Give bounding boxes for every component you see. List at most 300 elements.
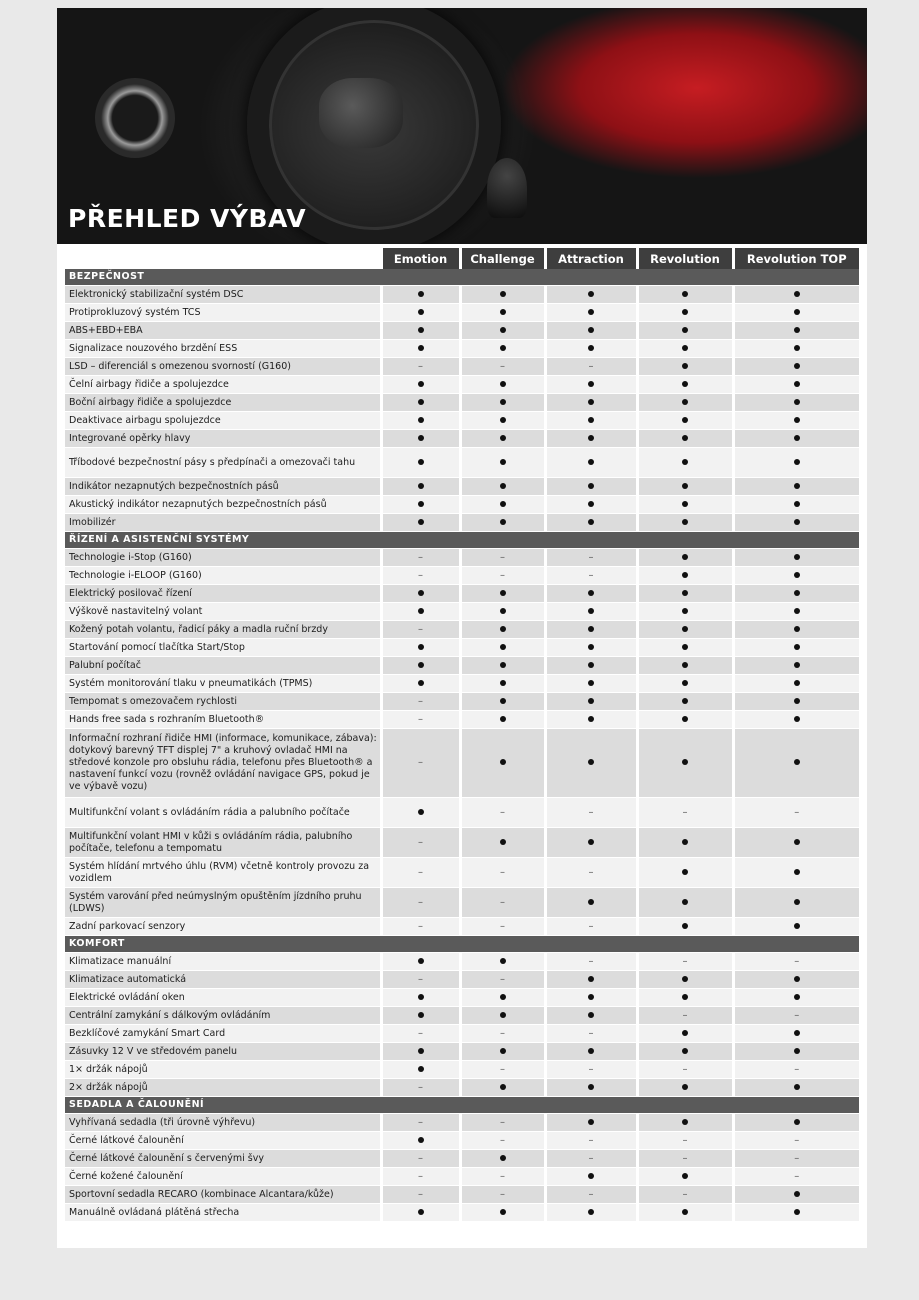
availability-cell [733, 693, 859, 711]
availability-cell [460, 1007, 545, 1025]
feature-label: Černé látkové čalounění [65, 1132, 381, 1150]
availability-cell [460, 1079, 545, 1097]
included-dot-icon [794, 1084, 800, 1090]
availability-cell [381, 729, 460, 798]
availability-cell [637, 496, 733, 514]
availability-cell [545, 1007, 637, 1025]
availability-cell [460, 711, 545, 729]
availability-cell [545, 1204, 637, 1222]
availability-cell [381, 1168, 460, 1186]
included-dot-icon [500, 958, 506, 964]
included-dot-icon [500, 1084, 506, 1090]
availability-cell [733, 858, 859, 888]
not-available-dash: – [418, 1152, 423, 1164]
availability-cell [545, 621, 637, 639]
feature-label: Tříbodové bezpečnostní pásy s předpínači a omezovači tahu [65, 448, 381, 478]
included-dot-icon [682, 608, 688, 614]
included-dot-icon [500, 698, 506, 704]
availability-cell [545, 286, 637, 304]
availability-cell [733, 729, 859, 798]
not-available-dash: – [500, 1134, 505, 1146]
included-dot-icon [682, 698, 688, 704]
not-available-dash: – [418, 1027, 423, 1039]
availability-cell [460, 412, 545, 430]
availability-cell [637, 1186, 733, 1204]
availability-cell [545, 1043, 637, 1061]
availability-cell [733, 549, 859, 567]
availability-cell [637, 322, 733, 340]
feature-label: Akustický indikátor nezapnutých bezpečnostních pásů [65, 496, 381, 514]
availability-cell [381, 971, 460, 989]
included-dot-icon [682, 1209, 688, 1215]
availability-cell [460, 918, 545, 936]
availability-cell [545, 1079, 637, 1097]
availability-cell [545, 711, 637, 729]
availability-cell [637, 918, 733, 936]
feature-label: Hands free sada s rozhraním Bluetooth® [65, 711, 381, 729]
availability-cell [637, 639, 733, 657]
availability-cell [545, 358, 637, 376]
availability-cell [733, 1025, 859, 1043]
availability-cell [381, 858, 460, 888]
availability-cell [381, 358, 460, 376]
not-available-dash: – [418, 1081, 423, 1093]
table-row [65, 430, 859, 448]
table-row [65, 1043, 859, 1061]
included-dot-icon [418, 1209, 424, 1215]
included-dot-icon [794, 590, 800, 596]
included-dot-icon [500, 417, 506, 423]
availability-cell [460, 1114, 545, 1132]
not-available-dash: – [418, 757, 423, 768]
gear-shifter-graphic [487, 158, 527, 218]
included-dot-icon [794, 1191, 800, 1197]
feature-label: Manuálně ovládaná plátěná střecha [65, 1204, 381, 1222]
availability-cell [733, 514, 859, 532]
not-available-dash: – [500, 973, 505, 985]
included-dot-icon [682, 417, 688, 423]
table-row [65, 828, 859, 858]
feature-label: Bezklíčové zamykání Smart Card [65, 1025, 381, 1043]
availability-cell [637, 1204, 733, 1222]
table-row [65, 514, 859, 532]
availability-cell [381, 1186, 460, 1204]
included-dot-icon [794, 345, 800, 351]
availability-cell [637, 828, 733, 858]
included-dot-icon [500, 519, 506, 525]
availability-cell [637, 549, 733, 567]
availability-cell [545, 858, 637, 888]
included-dot-icon [418, 309, 424, 315]
not-available-dash: – [588, 806, 594, 818]
included-dot-icon [682, 839, 688, 845]
availability-cell [733, 340, 859, 358]
availability-cell [733, 478, 859, 496]
included-dot-icon [500, 716, 506, 722]
included-dot-icon [794, 759, 800, 765]
availability-cell [381, 1150, 460, 1168]
column-header: Revolution TOP [733, 248, 859, 269]
table-row [65, 340, 859, 358]
included-dot-icon [588, 399, 594, 405]
included-dot-icon [500, 839, 506, 845]
availability-cell [733, 585, 859, 603]
hero-image [57, 8, 867, 244]
table-row [65, 478, 859, 496]
not-available-dash: – [682, 955, 688, 967]
included-dot-icon [500, 399, 506, 405]
not-available-dash: – [500, 551, 505, 563]
feature-label: ABS+EBD+EBA [65, 322, 381, 340]
included-dot-icon [794, 381, 800, 387]
feature-label: Multifunkční volant s ovládáním rádia a palubního počítače [65, 798, 381, 828]
included-dot-icon [418, 1012, 424, 1018]
not-available-dash: – [794, 1134, 800, 1146]
included-dot-icon [418, 994, 424, 1000]
included-dot-icon [500, 459, 506, 465]
availability-cell [545, 693, 637, 711]
availability-cell [381, 549, 460, 567]
availability-cell [733, 412, 859, 430]
availability-cell [460, 1168, 545, 1186]
availability-cell [733, 1114, 859, 1132]
included-dot-icon [682, 519, 688, 525]
availability-cell [545, 918, 637, 936]
not-available-dash: – [794, 955, 800, 967]
included-dot-icon [588, 345, 594, 351]
feature-label: Elektronický stabilizační systém DSC [65, 286, 381, 304]
table-row [65, 376, 859, 394]
not-available-dash: – [500, 1188, 505, 1200]
included-dot-icon [418, 644, 424, 650]
feature-label: Vyhřívaná sedadla (tři úrovně výhřevu) [65, 1114, 381, 1132]
included-dot-icon [588, 1048, 594, 1054]
included-dot-icon [500, 483, 506, 489]
included-dot-icon [794, 483, 800, 489]
availability-cell [460, 971, 545, 989]
table-row [65, 304, 859, 322]
included-dot-icon [682, 1030, 688, 1036]
availability-cell [545, 953, 637, 971]
included-dot-icon [794, 644, 800, 650]
not-available-dash: – [500, 569, 505, 581]
availability-cell [637, 971, 733, 989]
availability-cell [381, 496, 460, 514]
section-header [65, 532, 859, 549]
feature-label: Informační rozhraní řidiče HMI (informace, komunikace, zábava): dotykový barevný TFT displej 7" a kruhový ovladač HMI na středové konzole pro obsluhu rádia, telefonu přes Bluetooth® a nastavení funkcí vozu (rovněž ovládání navigace GPS, pokud je ve výbavě vozu) [65, 729, 381, 798]
availability-cell [460, 376, 545, 394]
included-dot-icon [682, 923, 688, 929]
availability-cell [460, 675, 545, 693]
included-dot-icon [682, 626, 688, 632]
feature-label: Indikátor nezapnutých bezpečnostních pásů [65, 478, 381, 496]
included-dot-icon [418, 809, 424, 815]
included-dot-icon [794, 626, 800, 632]
availability-cell [733, 989, 859, 1007]
availability-cell [637, 412, 733, 430]
availability-cell [637, 304, 733, 322]
feature-label: Čelní airbagy řidiče a spolujezdce [65, 376, 381, 394]
table-row [65, 1168, 859, 1186]
availability-cell [733, 394, 859, 412]
availability-cell [733, 1168, 859, 1186]
not-available-dash: – [418, 569, 423, 581]
section-title: BEZPEČNOST [65, 269, 859, 286]
availability-cell [545, 585, 637, 603]
not-available-dash: – [500, 920, 505, 932]
availability-cell [460, 1061, 545, 1079]
availability-cell [545, 514, 637, 532]
included-dot-icon [794, 459, 800, 465]
included-dot-icon [588, 309, 594, 315]
availability-cell [460, 340, 545, 358]
availability-cell [460, 989, 545, 1007]
included-dot-icon [794, 554, 800, 560]
included-dot-icon [682, 680, 688, 686]
not-available-dash: – [418, 836, 423, 848]
included-dot-icon [682, 399, 688, 405]
table-row [65, 1150, 859, 1168]
table-row [65, 953, 859, 971]
included-dot-icon [794, 839, 800, 845]
not-available-dash: – [418, 1116, 423, 1128]
availability-cell [733, 448, 859, 478]
availability-cell [545, 989, 637, 1007]
feature-label: Zásuvky 12 V ve středovém panelu [65, 1043, 381, 1061]
not-available-dash: – [588, 955, 594, 967]
included-dot-icon [418, 1066, 424, 1072]
feature-label: Palubní počítač [65, 657, 381, 675]
included-dot-icon [500, 1209, 506, 1215]
not-available-dash: – [500, 806, 505, 818]
table-row [65, 1079, 859, 1097]
availability-cell [733, 430, 859, 448]
not-available-dash: – [794, 1009, 800, 1021]
table-row [65, 394, 859, 412]
included-dot-icon [418, 381, 424, 387]
availability-cell [381, 585, 460, 603]
availability-cell [733, 953, 859, 971]
availability-cell [733, 1186, 859, 1204]
availability-cell [545, 1132, 637, 1150]
availability-cell [545, 376, 637, 394]
availability-cell [460, 1150, 545, 1168]
availability-cell [637, 621, 733, 639]
feature-label: Elektrické ovládání oken [65, 989, 381, 1007]
availability-cell [733, 603, 859, 621]
included-dot-icon [500, 590, 506, 596]
included-dot-icon [794, 662, 800, 668]
availability-cell [545, 394, 637, 412]
availability-cell [733, 322, 859, 340]
included-dot-icon [794, 1030, 800, 1036]
not-available-dash: – [682, 1188, 688, 1200]
availability-cell [381, 340, 460, 358]
included-dot-icon [682, 554, 688, 560]
included-dot-icon [794, 309, 800, 315]
included-dot-icon [588, 1084, 594, 1090]
included-dot-icon [418, 417, 424, 423]
included-dot-icon [682, 459, 688, 465]
included-dot-icon [794, 1209, 800, 1215]
included-dot-icon [794, 501, 800, 507]
availability-cell [460, 514, 545, 532]
table-row [65, 729, 859, 798]
feature-label: Kožený potah volantu, řadicí páky a madla ruční brzdy [65, 621, 381, 639]
included-dot-icon [588, 839, 594, 845]
not-available-dash: – [588, 866, 594, 878]
included-dot-icon [500, 1012, 506, 1018]
included-dot-icon [588, 590, 594, 596]
availability-cell [381, 888, 460, 918]
page-title: PŘEHLED VÝBAV [68, 204, 307, 233]
availability-cell [460, 953, 545, 971]
availability-cell [733, 286, 859, 304]
included-dot-icon [418, 399, 424, 405]
table-row [65, 693, 859, 711]
not-available-dash: – [418, 896, 423, 908]
availability-cell [381, 1079, 460, 1097]
table-row [65, 585, 859, 603]
included-dot-icon [418, 662, 424, 668]
availability-cell [460, 358, 545, 376]
not-available-dash: – [588, 360, 594, 372]
availability-cell [460, 1204, 545, 1222]
not-available-dash: – [500, 1063, 505, 1075]
not-available-dash: – [588, 569, 594, 581]
table-row [65, 621, 859, 639]
feature-label: Centrální zamykání s dálkovým ovládáním [65, 1007, 381, 1025]
feature-label: Černé látkové čalounění s červenými švy [65, 1150, 381, 1168]
availability-cell [460, 567, 545, 585]
availability-cell [460, 828, 545, 858]
included-dot-icon [794, 680, 800, 686]
availability-cell [381, 798, 460, 828]
not-available-dash: – [418, 623, 423, 635]
not-available-dash: – [418, 713, 423, 725]
availability-cell [733, 1043, 859, 1061]
availability-cell [545, 496, 637, 514]
availability-cell [381, 918, 460, 936]
feature-label: 2× držák nápojů [65, 1079, 381, 1097]
availability-cell [733, 1132, 859, 1150]
not-available-dash: – [682, 1009, 688, 1021]
included-dot-icon [794, 994, 800, 1000]
availability-cell [460, 448, 545, 478]
table-body [65, 269, 859, 1222]
included-dot-icon [418, 327, 424, 333]
included-dot-icon [794, 327, 800, 333]
availability-cell [733, 657, 859, 675]
table-row [65, 888, 859, 918]
availability-cell [733, 1079, 859, 1097]
included-dot-icon [418, 590, 424, 596]
included-dot-icon [500, 345, 506, 351]
page [57, 8, 867, 1248]
not-available-dash: – [500, 1170, 505, 1182]
included-dot-icon [500, 381, 506, 387]
availability-cell [637, 729, 733, 798]
included-dot-icon [794, 417, 800, 423]
included-dot-icon [794, 608, 800, 614]
availability-cell [381, 567, 460, 585]
included-dot-icon [588, 1012, 594, 1018]
availability-cell [545, 675, 637, 693]
availability-cell [460, 322, 545, 340]
availability-cell [637, 657, 733, 675]
availability-cell [460, 430, 545, 448]
not-available-dash: – [418, 1188, 423, 1200]
included-dot-icon [682, 1048, 688, 1054]
included-dot-icon [794, 363, 800, 369]
included-dot-icon [794, 519, 800, 525]
availability-cell [381, 430, 460, 448]
not-available-dash: – [500, 866, 505, 878]
availability-cell [381, 621, 460, 639]
availability-cell [381, 711, 460, 729]
included-dot-icon [794, 698, 800, 704]
not-available-dash: – [500, 1116, 505, 1128]
availability-cell [637, 585, 733, 603]
not-available-dash: – [588, 1027, 594, 1039]
included-dot-icon [682, 590, 688, 596]
availability-cell [460, 693, 545, 711]
availability-cell [637, 1061, 733, 1079]
availability-cell [637, 340, 733, 358]
availability-cell [460, 798, 545, 828]
included-dot-icon [682, 572, 688, 578]
availability-cell [637, 953, 733, 971]
not-available-dash: – [418, 551, 423, 563]
feature-label: Startování pomocí tlačítka Start/Stop [65, 639, 381, 657]
included-dot-icon [794, 923, 800, 929]
table-row [65, 639, 859, 657]
feature-label: Výškově nastavitelný volant [65, 603, 381, 621]
included-dot-icon [588, 417, 594, 423]
not-available-dash: – [418, 866, 423, 878]
feature-label: Deaktivace airbagu spolujezdce [65, 412, 381, 430]
feature-label: Systém monitorování tlaku v pneumatikách (TPMS) [65, 675, 381, 693]
availability-cell [460, 585, 545, 603]
included-dot-icon [500, 501, 506, 507]
included-dot-icon [588, 608, 594, 614]
table-row [65, 448, 859, 478]
table-row [65, 496, 859, 514]
included-dot-icon [418, 435, 424, 441]
availability-cell [545, 304, 637, 322]
feature-label: Klimatizace automatická [65, 971, 381, 989]
availability-cell [637, 567, 733, 585]
table-header-row [65, 248, 859, 269]
included-dot-icon [588, 1209, 594, 1215]
availability-cell [733, 621, 859, 639]
included-dot-icon [682, 381, 688, 387]
availability-cell [637, 1025, 733, 1043]
availability-cell [381, 448, 460, 478]
availability-cell [637, 693, 733, 711]
included-dot-icon [418, 501, 424, 507]
availability-cell [637, 675, 733, 693]
availability-cell [637, 478, 733, 496]
included-dot-icon [500, 680, 506, 686]
availability-cell [733, 1204, 859, 1222]
availability-cell [460, 549, 545, 567]
feature-label: Zadní parkovací senzory [65, 918, 381, 936]
table-row [65, 798, 859, 828]
section-title: SEDADLA A ČALOUNĚNÍ [65, 1097, 859, 1114]
included-dot-icon [794, 716, 800, 722]
included-dot-icon [682, 899, 688, 905]
